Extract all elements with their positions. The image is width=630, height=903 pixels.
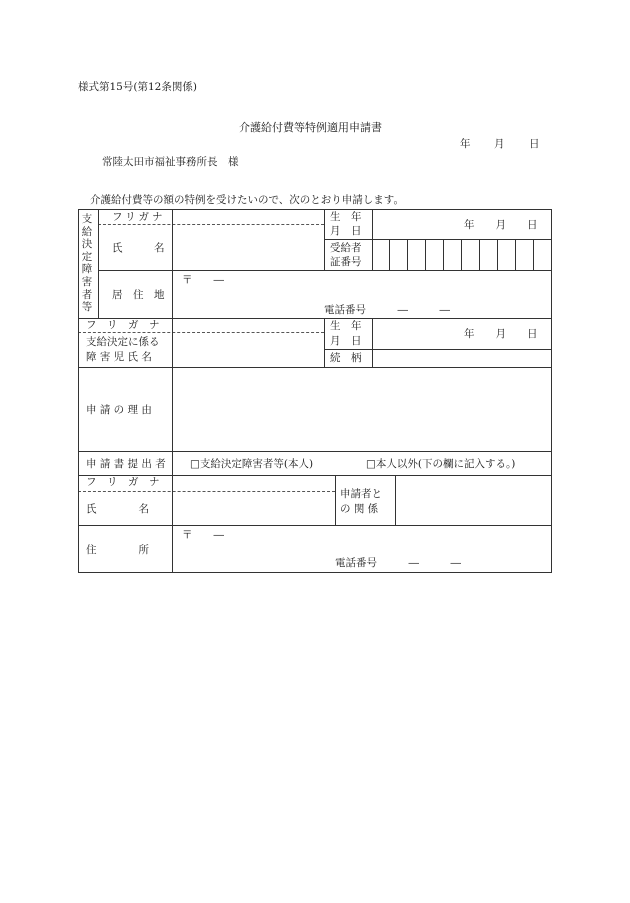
date-day: 日 [529, 138, 540, 150]
applicant-name-label: 氏 名 [86, 503, 149, 515]
date-year: 年 [460, 138, 471, 150]
s1-furigana-label: フリガナ [112, 211, 166, 223]
applicant-postal: 〒 ― [182, 529, 224, 541]
page-title: 介護給付費等特例適用申請書 [239, 121, 382, 134]
date-month: 月 [494, 138, 505, 150]
application-form-table [78, 209, 552, 573]
s1-name-label: 氏 名 [112, 242, 165, 254]
s2-birth-label-2: 月 日 [330, 335, 362, 347]
s2-birth-value: 年 月 日 [464, 328, 538, 340]
applicant-phone: 電話番号 ― ― [335, 557, 461, 569]
s1-recipient-label-1: 受給者 [330, 242, 362, 254]
applicant-furigana-label: フ リ ガ ナ [86, 476, 160, 488]
s2-birth-label-1: 生 年 [330, 320, 362, 332]
s1-birth-value: 年 月 日 [464, 219, 538, 231]
s1-address-label: 居 住 地 [112, 289, 165, 301]
form-number: 様式第15号(第12条関係) [78, 81, 197, 93]
s2-relation-label: 続 柄 [330, 352, 362, 364]
reason-label: 申 請 の 理 由 [86, 404, 152, 416]
reason-field[interactable] [173, 368, 551, 451]
addressee: 常陸太田市福祉事務所長 様 [102, 156, 239, 168]
s2-child-label-2: 障 害 児 氏 名 [86, 351, 152, 363]
submitter-option-other[interactable]: □本人以外(下の欄に記入する。) [366, 458, 516, 470]
applicant-relation-2: の 関 係 [340, 503, 379, 515]
s1-birth-label-2: 月 日 [330, 225, 362, 237]
s2-child-label-1: 支給決定に係る [86, 336, 160, 348]
date-line [460, 138, 540, 150]
submitter-label: 申 請 書 提 出 者 [86, 458, 166, 470]
s1-birth-label-1: 生 年 [330, 211, 362, 223]
applicant-relation-1: 申請者と [340, 488, 382, 500]
s1-postal: 〒 ― [182, 274, 224, 286]
s2-furigana-label: フ リ ガ ナ [86, 319, 160, 331]
applicant-address-label: 住 所 [86, 544, 149, 556]
intro-text: 介護給付費等の額の特例を受けたいので、次のとおり申請します。 [90, 194, 404, 206]
s1-phone: 電話番号 ― ― [324, 304, 450, 316]
submitter-option-self[interactable]: □支給決定障害者等(本人) [190, 458, 314, 470]
beneficiary-vertical-label: 支給決定障害者等 [81, 213, 93, 314]
s1-recipient-label-2: 証番号 [330, 256, 362, 268]
